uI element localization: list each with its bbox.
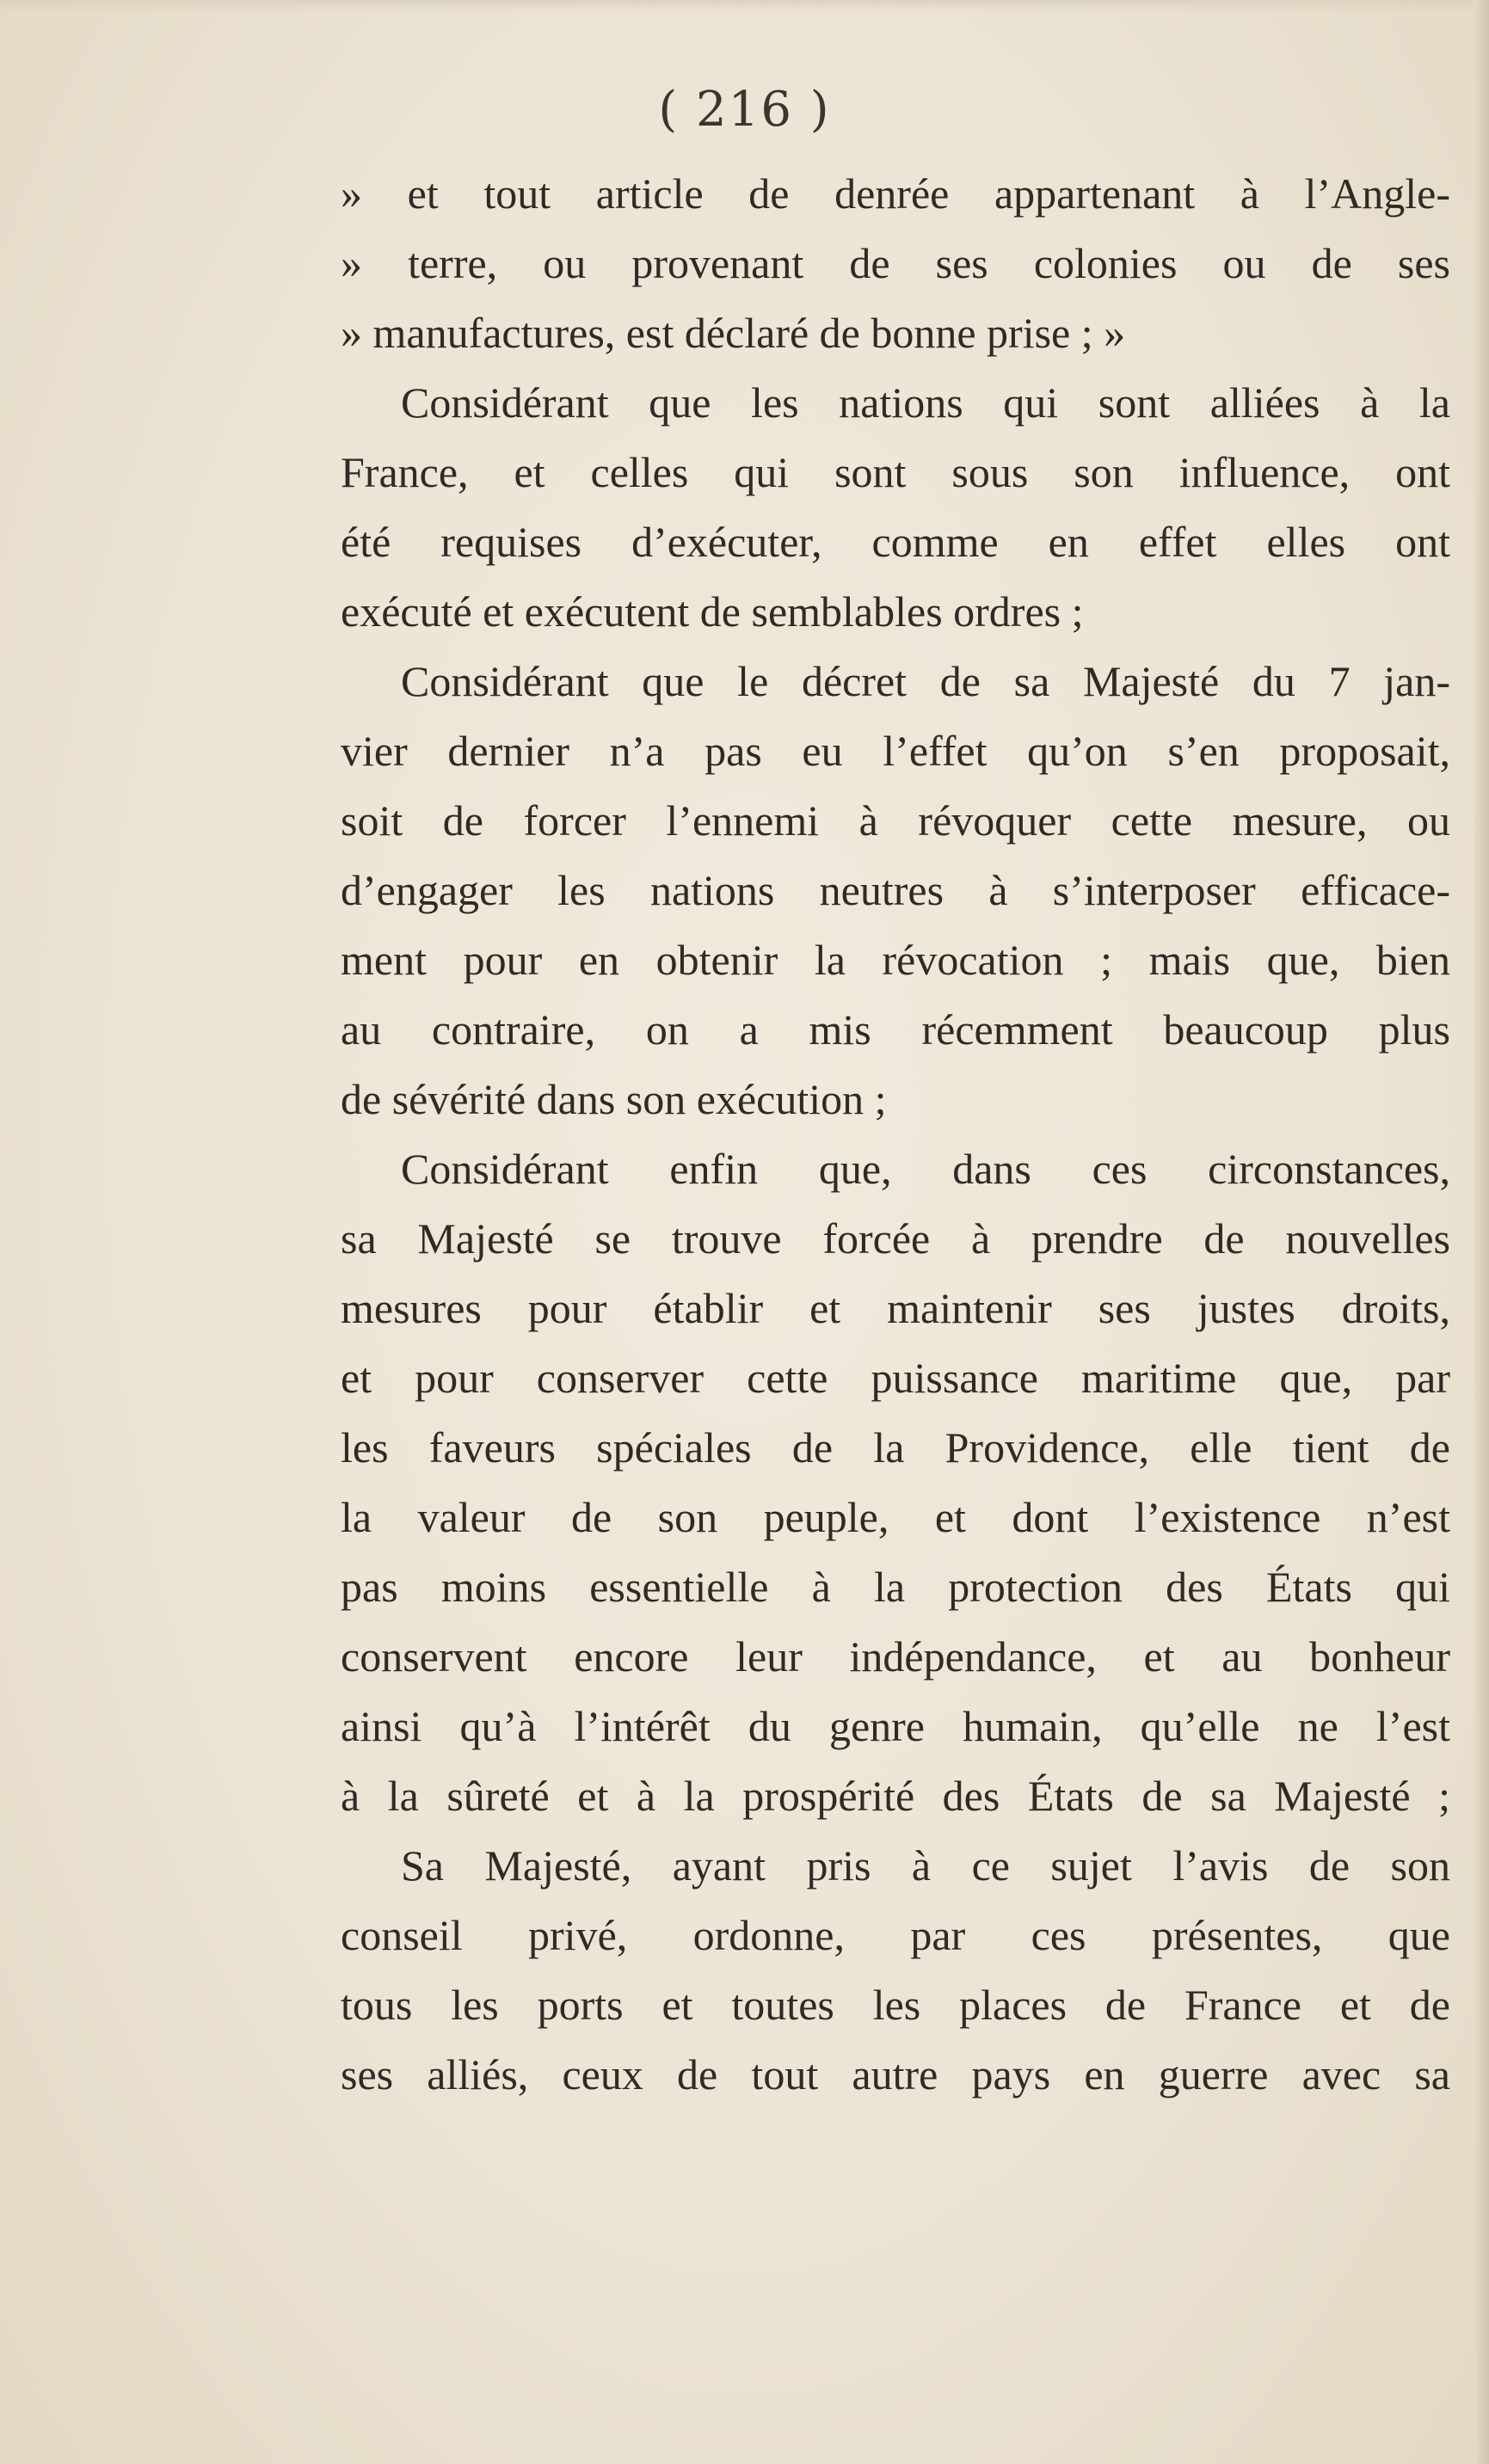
text-line: de sévérité dans son exécution ; bbox=[341, 1075, 887, 1123]
text-line: au contraire, on a mis récemment beaucoup plus bbox=[341, 1005, 1450, 1054]
text-line: » manufactures, est déclaré de bonne prise ; » bbox=[341, 309, 1126, 357]
text-line: la valeur de son peuple, et dont l’existence n’est bbox=[341, 1493, 1450, 1541]
text-line: ses alliés, ceux de tout autre pays en guerre avec sa bbox=[341, 2050, 1450, 2098]
text-line: exécuté et exécutent de semblables ordres ; bbox=[341, 587, 1084, 636]
text-line: conservent encore leur indépendance, et au bonheur bbox=[341, 1632, 1450, 1681]
text-line: Sa Majesté, ayant pris à ce sujet l’avis de son bbox=[401, 1841, 1450, 1889]
text-line: France, et celles qui sont sous son influence, ont bbox=[341, 448, 1450, 496]
text-line: d’engager les nations neutres à s’interposer efficace- bbox=[341, 866, 1450, 914]
text-line: et pour conserver cette puissance maritime que, par bbox=[341, 1354, 1450, 1402]
text-line: sa Majesté se trouve forcée à prendre de nouvelles bbox=[341, 1214, 1450, 1263]
text-line: Considérant que les nations qui sont alliées à la bbox=[401, 378, 1450, 427]
text-line: pas moins essentielle à la protection des États qui bbox=[341, 1563, 1450, 1611]
text-line: vier dernier n’a pas eu l’effet qu’on s’en proposait, bbox=[341, 727, 1450, 775]
text-line: Considérant enfin que, dans ces circonstances, bbox=[401, 1145, 1450, 1193]
page-right-edge bbox=[1474, 0, 1489, 2464]
text-line: soit de forcer l’ennemi à révoquer cette mesure, ou bbox=[341, 796, 1450, 845]
text-line: les faveurs spéciales de la Providence, elle tient de bbox=[341, 1423, 1450, 1472]
body-text bbox=[341, 159, 1450, 2110]
page-top-shadow bbox=[0, 0, 1489, 12]
text-line: ment pour en obtenir la révocation ; mais que, bien bbox=[341, 936, 1450, 984]
text-line: Considérant que le décret de sa Majesté du 7 jan- bbox=[401, 657, 1450, 705]
text-line: tous les ports et toutes les places de France et de bbox=[341, 1981, 1450, 2029]
text-line: » et tout article de denrée appartenant à l’Angle- bbox=[341, 169, 1450, 218]
page-number: ( 216 ) bbox=[658, 82, 831, 138]
text-line: été requises d’exécuter, comme en effet elles ont bbox=[341, 518, 1450, 566]
text-line: à la sûreté et à la prospérité des États de sa Majesté ; bbox=[341, 1772, 1450, 1820]
text-line: mesures pour établir et maintenir ses justes droits, bbox=[341, 1284, 1450, 1332]
text-line: » terre, ou provenant de ses colonies ou de ses bbox=[341, 239, 1450, 287]
text-line: conseil privé, ordonne, par ces présentes, que bbox=[341, 1911, 1450, 1959]
text-line: ainsi qu’à l’intérêt du genre humain, qu’elle ne l’est bbox=[341, 1702, 1450, 1750]
